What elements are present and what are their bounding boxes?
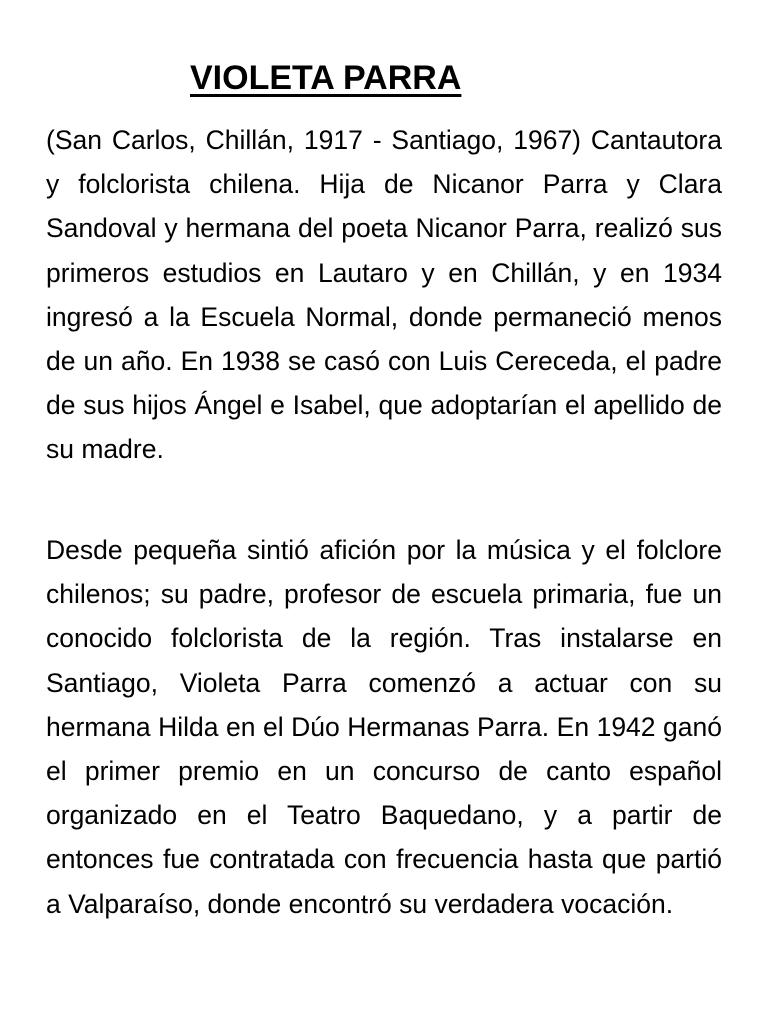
- document-title: VIOLETA PARRA: [190, 59, 462, 97]
- paragraph-biography-intro: (San Carlos, Chillán, 1917 - Santiago, 1967) Cantautora y folclorista chilena. Hija de Nicanor Parra y Clara Sandoval y hermana del poeta Nicanor Parra, realizó sus primeros estudios en Lautaro y en Chillán, y en 1934 ingresó a la Escuela Normal, donde permaneció menos de un año. En 1938 se casó con Luis Cereceda, el padre de sus hijos Ángel e Isabel, que adoptarían el apellido de su madre.: [46, 125, 722, 465]
- paragraph-music-career: Desde pequeña sintió afición por la música y el folclore chilenos; su padre, profesor de escuela primaria, fue un conocido folclorista de la región. Tras instalarse en Santiago, Violeta Parra comenzó a actuar con su hermana Hilda en el Dúo Hermanas Parra. En 1942 ganó el primer premio en un concurso de canto español organizado en el Teatro Baquedano, y a partir de entonces fue contratada con frecuencia hasta que partió a Valparaíso, donde encontró su verdadera vocación.: [46, 535, 722, 919]
